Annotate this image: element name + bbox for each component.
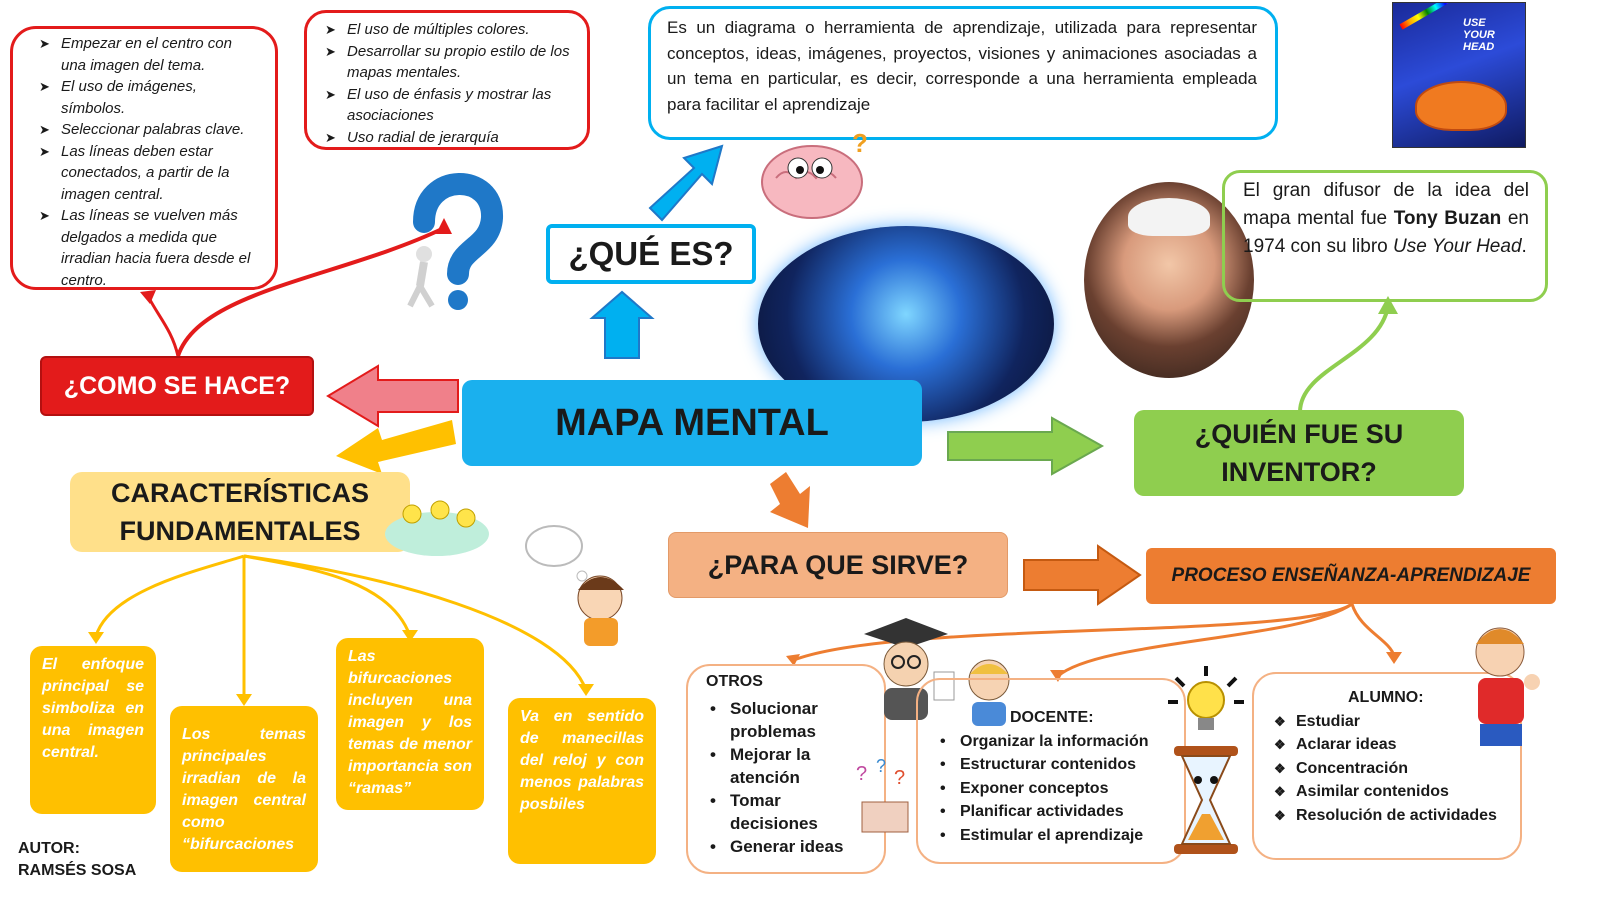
arrow-right-proceso xyxy=(1024,546,1140,604)
book-brain xyxy=(1415,81,1507,131)
para-que-title: ¿PARA QUE SIRVE? xyxy=(707,549,969,580)
svg-text:?: ? xyxy=(856,763,868,785)
idea-bulb xyxy=(1166,664,1246,736)
central-title: MAPA MENTAL xyxy=(555,401,829,444)
hourglass-icon xyxy=(1166,744,1246,856)
arrow-caracteristicas xyxy=(336,420,456,474)
student-icon xyxy=(1466,622,1546,762)
idea-bulb-icon xyxy=(1166,664,1246,736)
brain-cartoon-icon xyxy=(756,130,876,222)
list-item: ➤ El uso de múltiples colores. xyxy=(325,19,575,41)
list-item: • Planificar actividades xyxy=(936,800,1174,824)
proceso-title: PROCESO ENSEÑANZA-APRENDIZAJE xyxy=(1171,565,1531,586)
list-item: • Tomar decisiones xyxy=(706,789,872,835)
svg-text:?: ? xyxy=(852,130,868,158)
caracteristica-card: Los temas principales irradian de la imagen central como “bifurcaciones xyxy=(170,706,318,872)
brain-cartoon xyxy=(756,130,876,222)
docente-title: DOCENTE: xyxy=(1010,709,1094,726)
list-item: ➤ Empezar en el centro con una imagen del tema. xyxy=(39,33,261,76)
question-papers xyxy=(850,758,920,838)
svg-text:?: ? xyxy=(894,767,906,789)
list-item: ➤ Desarrollar su propio estilo de los mapas mentales. xyxy=(325,41,575,84)
list-item: ❖ Estudiar xyxy=(1274,710,1508,734)
author-name: RAMSÉS SOSA xyxy=(18,862,137,879)
student-cartoon xyxy=(1466,622,1546,762)
otros-title: OTROS xyxy=(706,673,763,690)
arrow-down-para-que xyxy=(770,472,810,528)
inventor-title: ¿QUIÉN FUE SU INVENTOR? xyxy=(1194,419,1404,487)
thinking-kid-icon xyxy=(524,520,634,650)
list-item: • Organizar la información xyxy=(936,730,1174,754)
list-item: • Estimular el aprendizaje xyxy=(936,824,1174,848)
como-title-box xyxy=(40,356,314,416)
list-item: ❖ Resolución de actividades xyxy=(1274,804,1508,828)
line-como-left xyxy=(148,296,178,356)
arrow-left-como xyxy=(328,366,458,426)
que-es-title: ¿QUÉ ES? xyxy=(568,235,734,272)
list-item: ➤ Las líneas se vuelven más delgados a medida que irradian hacia fuera desde el centro. xyxy=(39,205,261,291)
book-title: USE YOUR HEAD xyxy=(1463,17,1495,53)
caracteristicas-title-box xyxy=(70,472,410,552)
como-box-2 xyxy=(304,10,590,150)
line-inventor xyxy=(1300,306,1388,412)
list-item: ➤ Uso radial de jerarquía xyxy=(325,127,575,149)
alumno-title: ALUMNO: xyxy=(1348,689,1424,706)
como-title: ¿COMO SE HACE? xyxy=(63,371,291,400)
hourglass xyxy=(1166,744,1246,856)
central-node xyxy=(462,380,922,466)
book-name: Use Your Head xyxy=(1393,236,1522,257)
docente-box xyxy=(916,678,1186,864)
que-es-definition-box xyxy=(648,6,1278,140)
list-item: ➤ Seleccionar palabras clave. xyxy=(39,119,261,141)
question-mark-figure xyxy=(384,162,504,312)
arrow-up-que-es xyxy=(592,292,652,358)
book-cover xyxy=(1392,2,1526,148)
inventor-name: Tony Buzan xyxy=(1393,208,1502,229)
question-mark-icon xyxy=(384,162,504,312)
light-bulb-icon xyxy=(382,490,492,560)
list-item: ➤ Las líneas deben estar conectados, a partir de la imagen central. xyxy=(39,141,261,206)
book-rainbow xyxy=(1400,2,1455,30)
como-box-1 xyxy=(10,26,278,290)
inventor-text-box: El gran difusor de la idea del mapa mental fue Tony Buzan en 1974 con su libro Use Your Head. xyxy=(1222,170,1548,302)
svg-text:?: ? xyxy=(876,758,887,776)
inventor-title-box xyxy=(1134,410,1464,496)
list-item: ❖ Aclarar ideas xyxy=(1274,733,1508,757)
proceso-title-box xyxy=(1146,548,1556,604)
list-item: • Generar ideas xyxy=(706,835,872,858)
author-label: AUTOR: xyxy=(18,840,80,857)
caracteristica-card: Va en sentido de manecillas del reloj y con menos palabras posbiles xyxy=(508,698,656,864)
list-item: • Estructurar contenidos xyxy=(936,753,1174,777)
arrow-diagonal-definition xyxy=(650,146,722,220)
caracteristicas-title: CARACTERÍSTICAS FUNDAMENTALES xyxy=(110,478,369,546)
que-es-definition: Es un diagrama o herramienta de aprendizaje, utilizada para representar conceptos, ideas, imágenes, proyectos, visiones y animaciones asociadas a un tema en particular, es decir, corresponde a una herramienta empleada para facilitar el aprendizaje xyxy=(667,18,1257,114)
para-que-title-box xyxy=(668,532,1008,598)
arrow-right-inventor xyxy=(948,418,1102,474)
portrait-hair xyxy=(1128,198,1210,236)
thinking-kid xyxy=(524,520,634,650)
list-item: • Solucionar problemas xyxy=(706,697,872,743)
author xyxy=(18,838,136,882)
caracteristica-card: Las bifurcaciones incluyen una imagen y los temas de menor importancia son “ramas” xyxy=(336,638,484,810)
list-item: • Exponer conceptos xyxy=(936,777,1174,801)
question-papers-icon xyxy=(850,758,920,838)
light-bulbs xyxy=(382,490,492,560)
list-item: • Mejorar la atención xyxy=(706,743,872,789)
que-es-title-box xyxy=(546,224,756,284)
list-item: ➤ El uso de imágenes, símbolos. xyxy=(39,76,261,119)
list-item: ❖ Concentración xyxy=(1274,757,1508,781)
list-item: ➤ El uso de énfasis y mostrar las asociaciones xyxy=(325,84,575,127)
caracteristica-card: El enfoque principal se simboliza en una imagen central. xyxy=(30,646,156,814)
list-item: ❖ Asimilar contenidos xyxy=(1274,780,1508,804)
